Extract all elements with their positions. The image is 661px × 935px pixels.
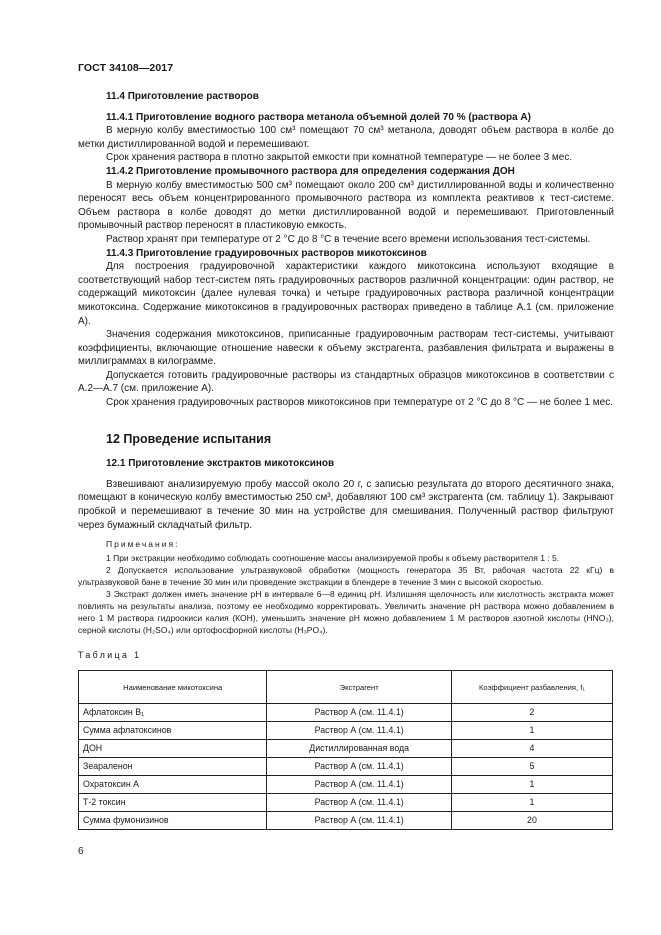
- table-cell: Раствор А (см. 11.4.1): [267, 812, 451, 830]
- table-cell: 4: [451, 740, 612, 758]
- section-12-title: 12 Проведение испытания: [106, 431, 272, 446]
- mycotoxin-table: [78, 670, 613, 830]
- table-cell: Зеараленон: [79, 758, 267, 776]
- table-cell: Раствор А (см. 11.4.1): [267, 704, 451, 722]
- section-11-4-1-title: 11.4.1 Приготовление водного раствора метанола объемной долей 70 % (раствора А): [106, 111, 531, 123]
- table-row: [79, 758, 613, 776]
- table-row: [79, 776, 613, 794]
- section-12-1-title: 12.1 Приготовление экстрактов микотоксинов: [106, 458, 335, 470]
- column-header: Наименование микотоксина: [79, 671, 267, 704]
- table-row: [79, 794, 613, 812]
- column-header: Коэффициент разбавления, f₁: [451, 671, 612, 704]
- table-row: [79, 722, 613, 740]
- table-row: [79, 704, 613, 722]
- note: 3 Экстракт должен иметь значение рН в интервале 6—8 единиц рН. Излишняя щелочность или кислотность экстракта может повлиять на результаты анализа, поэтому ее необходимо корректировать. Увеличить значение рН раствора можно добавлением в него 1 М раствора гидроокиси калия (КОН), уменьшить значение рН можно добавлением 1 М растворов азотной кислоты (HNO₃), серной кислоты (H₂SO₄) или ортофосфорной кислоты (H₃PO₄).: [78, 588, 614, 635]
- document-body: [78, 90, 614, 830]
- paragraph: Раствор хранят при температуре от 2 °С до 8 °С в течение всего времени использования тест-системы.: [106, 233, 591, 245]
- table-cell: 1: [451, 776, 612, 794]
- table-caption: Таблица 1: [78, 649, 142, 660]
- table-cell: Дистиллированная вода: [267, 740, 451, 758]
- table-cell: 2: [451, 704, 612, 722]
- table-row: [79, 740, 613, 758]
- table-cell: Охратоксин А: [79, 776, 267, 794]
- table-cell: Раствор А (см. 11.4.1): [267, 794, 451, 812]
- table-cell: 1: [451, 794, 612, 812]
- section-11-4-2-title: 11.4.2 Приготовление промывочного раствора для определения содержания ДОН: [106, 165, 515, 177]
- notes-title: Примечания:: [106, 539, 180, 550]
- section-11-4-3-title: 11.4.3 Приготовление градуировочных растворов микотоксинов: [106, 247, 427, 259]
- page-number: 6: [78, 846, 84, 857]
- note: 1 При экстракции необходимо соблюдать соотношение массы анализируемой пробы к объему растворителя 1 : 5.: [106, 552, 560, 563]
- column-header: Экстрагент: [267, 671, 451, 704]
- table-cell: Раствор А (см. 11.4.1): [267, 722, 451, 740]
- document-header: ГОСТ 34108—2017: [78, 62, 174, 74]
- table-cell: Сумма фумонизинов: [79, 812, 267, 830]
- table-cell: Афлатоксин B₁: [79, 704, 267, 722]
- table-cell: Т-2 токсин: [79, 794, 267, 812]
- paragraph: В мерную колбу вместимостью 500 см³ помещают около 200 см³ дистиллированной воды и количественно переносят весь объем концентрированного промывочного раствора из комплекта реактивов к тест-системе. Объем раствора в колбе доводят до метки дистиллированной водой и перемешивают. Приготовленный промывочный раствор переносят в пластиковую емкость.: [78, 179, 614, 232]
- table-cell: Сумма афлатоксинов: [79, 722, 267, 740]
- paragraph: В мерную колбу вместимостью 100 см³ помещают 70 см³ метанола, доводят объем раствора в колбе до метки дистиллированной водой и перемешивают.: [78, 125, 614, 150]
- paragraph: Для построения градуировочной характеристики каждого микотоксина используют входящие в соответствующий набор тест-систем пять градуировочных растворов различной концентрации: один раствор, не содержащий микотоксин (далее нулевая точка) и четыре градуировочных раствора различной концентрации микотоксина. Содержание микотоксинов в градуировочных растворах приведено в таблице А.1 (см. приложение А).: [78, 261, 614, 327]
- paragraph: Срок хранения градуировочных растворов микотоксинов при температуре от 2 °С до 8 °С — не более 1 мес.: [106, 397, 613, 409]
- table-cell: Раствор А (см. 11.4.1): [267, 776, 451, 794]
- paragraph: Срок хранения раствора в плотно закрытой емкости при комнатной температуре — не более 3 мес.: [106, 152, 573, 164]
- table-header-row: [79, 671, 613, 704]
- note: 2 Допускается использование ультразвуковой обработки (мощность генератора 35 Вт, рабочая частота 22 кГц) в ультразвуковой бане в течение 30 мин или проведение экстракции в блендере в течение 3 мин с высокой скоростью.: [78, 564, 614, 587]
- section-11-4-title: 11.4 Приготовление растворов: [106, 91, 259, 102]
- table-cell: 1: [451, 722, 612, 740]
- table-cell: Раствор А (см. 11.4.1): [267, 758, 451, 776]
- paragraph: Взвешивают анализируемую пробу массой около 20 г, с записью результата до второго десятичного знака, помещают в коническую колбу вместимостью 250 см³, добавляют 100 см³ экстрагента (см. таблицу 1). Закрывают пробкой и перемешивают в течение 30 мин на устройстве для смешивания. Полученный раствор фильтруют через бумажный складчатый фильтр.: [78, 478, 614, 531]
- table-row: [79, 812, 613, 830]
- table-cell: ДОН: [79, 740, 267, 758]
- paragraph: Допускается готовить градуировочные растворы из стандартных образцов микотоксинов в соответствии с А.2—А.7 (см. приложение А).: [78, 369, 614, 395]
- table-cell: 5: [451, 758, 612, 776]
- table-cell: 20: [451, 812, 612, 830]
- paragraph: Значения содержания микотоксинов, приписанные градуировочным растворам тест-системы, учитывают коэффициенты, включающие отношение навески к объему экстрагента, разбавления фильтрата и выражены в миллиграммах в килограмме.: [78, 329, 614, 368]
